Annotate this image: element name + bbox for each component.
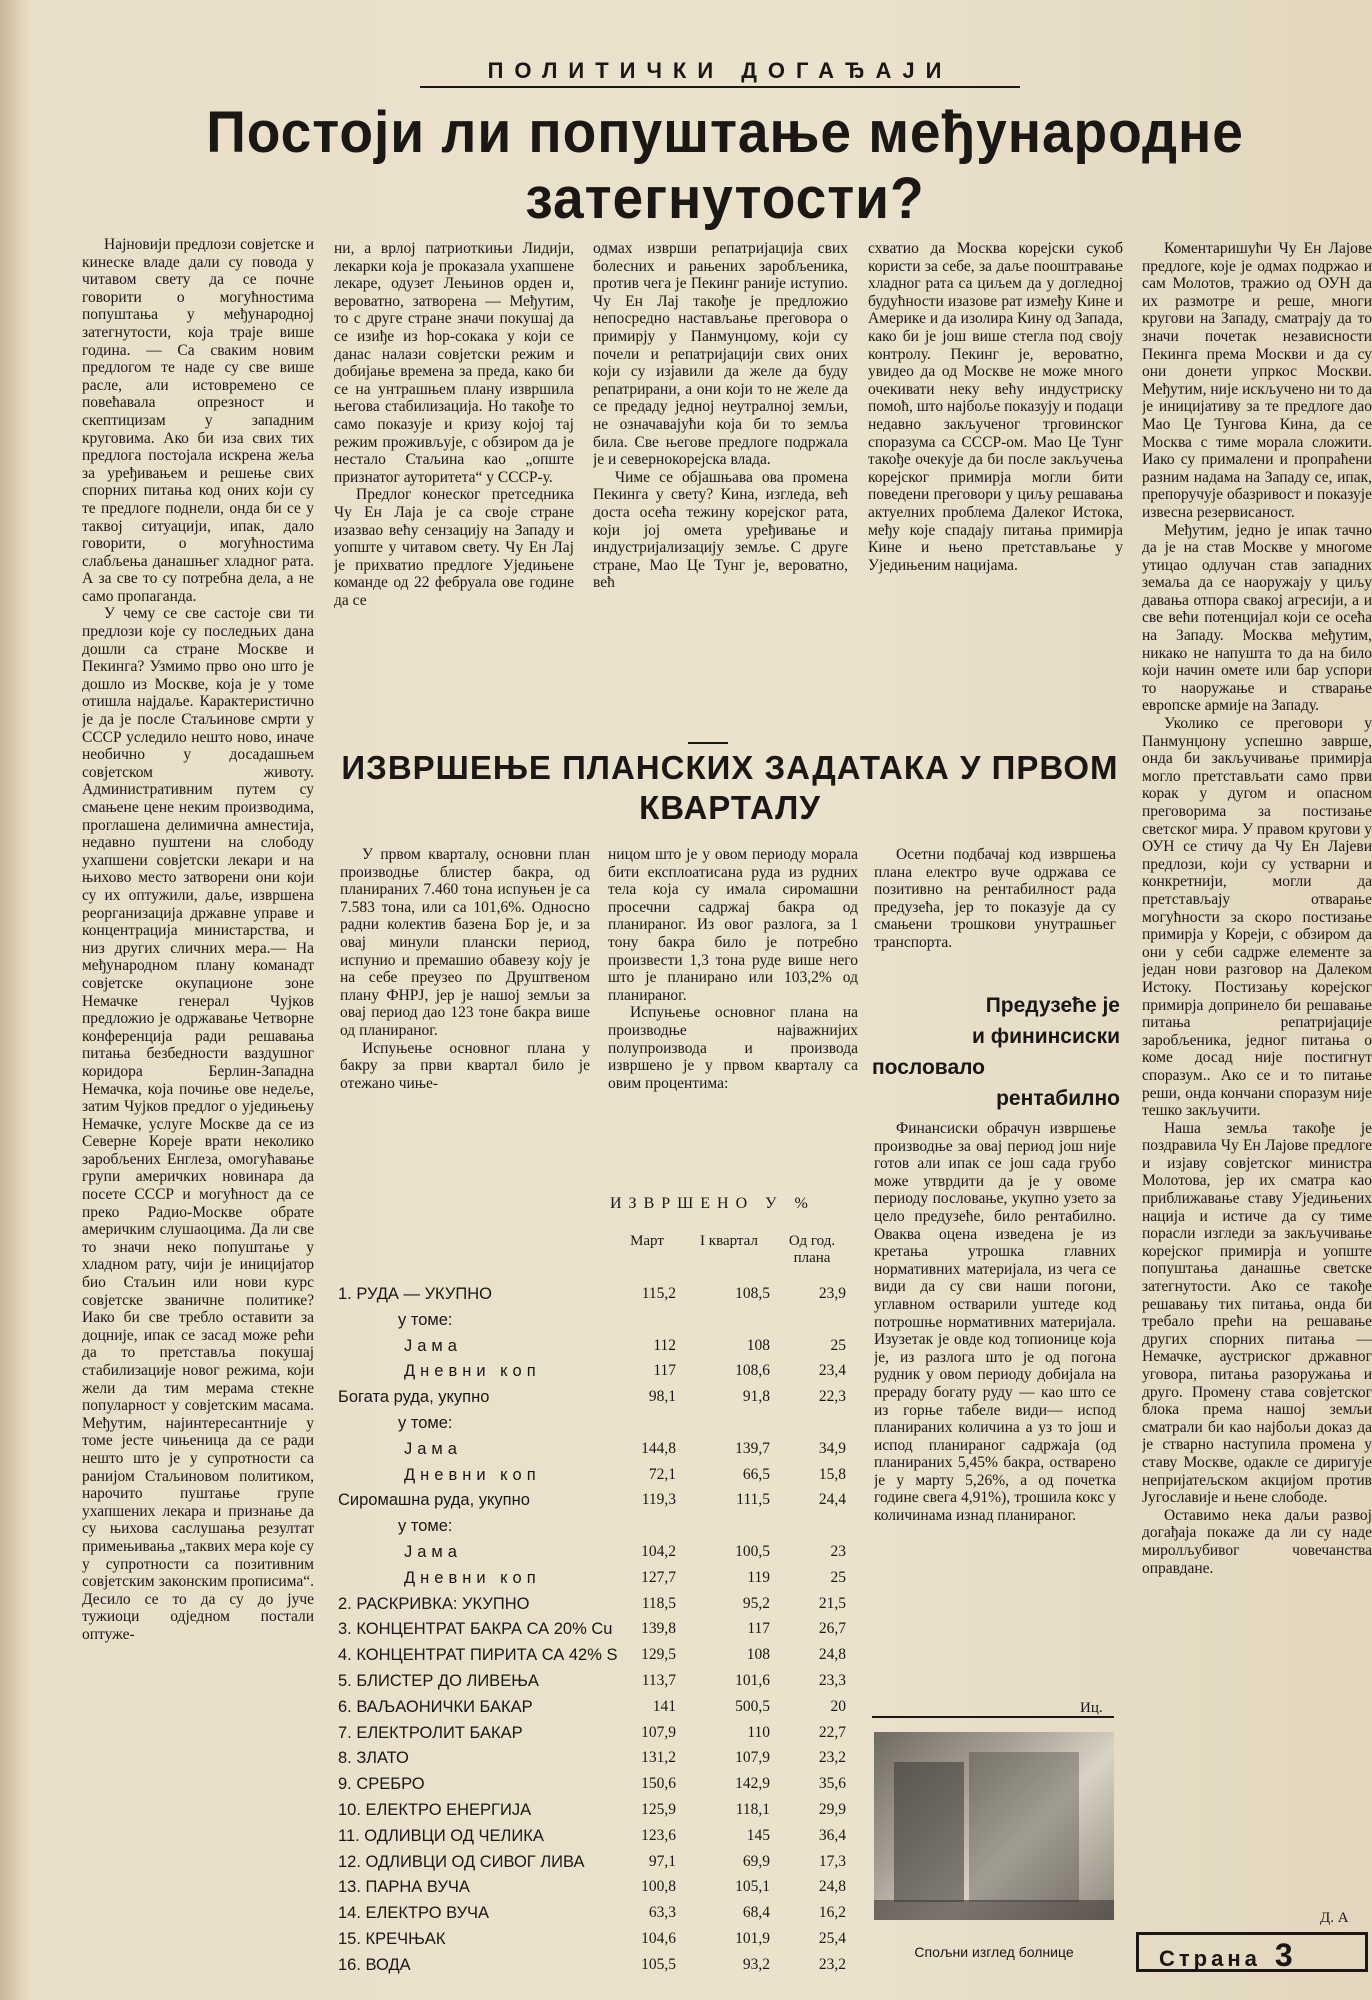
table-cell: 72,1 — [648, 1465, 676, 1483]
table-row-label: Јама — [404, 1543, 462, 1561]
table-cell: 150,6 — [641, 1775, 676, 1793]
table-cell: 500,5 — [735, 1697, 770, 1715]
table-cell: 25 — [830, 1336, 846, 1354]
article-column-4 — [868, 240, 1123, 732]
table-row — [338, 1543, 848, 1567]
table-cell: 21,5 — [818, 1594, 846, 1612]
table-cell: 23,3 — [818, 1672, 846, 1689]
table-column-header: Од год. плана — [788, 1233, 836, 1266]
table-cell: 22,3 — [818, 1388, 846, 1406]
paragraph: Финансиски обрачун извршење производње за овај период још није готов али ипак се још сада грубо може утврдити да је у овоме периоду пословање, укупно узето за цело предузеће, било рентабилно. Оваква оцена изведена је из кретања утрошка главних нормативних материјала, из чега се види да су сви наши погони, углавном остварили уштеде код потрошње нормативних материјала. Изузетак је овде код топионице која је, из разлога што је од погона рудник у овом периоду добијала на прераду богату руду — као што се из горње табеле види— испод планираних количина а уз то још и испод планираног садржаја (од планираних 5,45% бакра, остварено је у марту 5,26%, а од почетка године свега 4,91%), трошила кокс у количинама изнад планираног. — [874, 1120, 1116, 1525]
table-row-label: 5. БЛИСТЕР ДО ЛИВЕЊА — [338, 1672, 539, 1690]
article-column-8 — [874, 846, 1116, 976]
paragraph: одмах изврши репатријација свих болесних и рањених заробљеника, против чега је Пекинг раније иступио. Чу Ен Лај такође је предложио непосредно настављање преговора о примирју у Панмунџому, који су почели и репатријацији свих оних који су изјавили да желе да буду репатрирани, а они који то не желе да се предаду једној неутралној земљи, не означавајући која би то земља била. Све његове предлоге подржала је и севернокорејска влада. — [593, 240, 848, 469]
table-cell: 68,4 — [742, 1904, 770, 1922]
table-cell: 118,5 — [641, 1594, 676, 1612]
table-cell: 118,1 — [735, 1801, 770, 1818]
article-column-2 — [334, 240, 574, 730]
table-column-header: I квартал — [700, 1233, 758, 1249]
sub-headline-line: пословало — [872, 1056, 986, 1079]
table-row — [338, 1698, 848, 1722]
table-row-label: 12. ОДЛИВЦИ ОД СИВОГ ЛИВА — [338, 1852, 585, 1871]
table-row-label: Дневни коп — [404, 1362, 541, 1381]
table-row — [338, 1337, 848, 1361]
table-cell: 16,2 — [818, 1904, 846, 1922]
table-row — [338, 1466, 848, 1490]
table-cell: 93,2 — [742, 1955, 770, 1973]
table-cell: 69,9 — [742, 1852, 770, 1870]
paragraph: ницом што је у овом периоду морала бити експлоатисана руда из рудних тела која су имала сиромашни просечни садржај бакра од планираног. Из овог разлога, за 1 тону бакра било је потребно произвести 1,3 тона руде више него што је планирано или 103,2% од планираног. — [608, 846, 858, 1004]
table-cell: 35,6 — [818, 1775, 846, 1793]
table-row — [338, 1440, 848, 1464]
table-cell: 123,6 — [641, 1826, 676, 1844]
sub-headline-line: Предузеће је — [985, 994, 1120, 1017]
table-title: ИЗВРШЕНО У % — [610, 1195, 815, 1212]
table-cell: 101,9 — [735, 1930, 770, 1947]
table-row — [338, 1775, 848, 1799]
table-cell: 117 — [653, 1362, 676, 1380]
table-row-label: 14. ЕЛЕКТРО ВУЧА — [338, 1904, 490, 1923]
paragraph: Испуњење основног плана у бакру за први квартал било је отежано чиње- — [340, 1039, 590, 1092]
table-row — [338, 1956, 848, 1980]
table-row — [338, 1904, 848, 1928]
author-signature: Д. А — [1320, 1910, 1349, 1926]
table-row-label: 3. КОНЦЕНТРАТ БАКРА СА 20% Cu — [338, 1620, 613, 1639]
section-header: ПОЛИТИЧКИ ДОГАЂАЈИ — [420, 58, 1020, 88]
table-cell: 100,5 — [735, 1543, 770, 1560]
table-cell: 104,6 — [641, 1930, 676, 1947]
table-cell: 111,5 — [736, 1491, 770, 1509]
table-cell: 25 — [830, 1568, 846, 1586]
table-row-label: Дневни коп — [404, 1465, 541, 1484]
table-row — [338, 1517, 848, 1541]
table-row — [338, 1853, 848, 1877]
table-row-label: 7. ЕЛЕКТРОЛИТ БАКАР — [338, 1723, 523, 1742]
sub-headline: ИЗВРШЕЊЕ ПЛАНСКИХ ЗАДАТАКА У ПРВОМ КВАРТАЛУ — [341, 749, 1119, 826]
table-row — [338, 1672, 848, 1696]
paragraph: У чему се све састоје сви ти предлози које су последњих дана дошли са стране Москве и Пекинга? Узмимо прво оно што је дошло из Москве, која је у томе отишла најдаље. Карактеристично је да је после Стаљинове смрти у СССР уследило нешто ново, иначе необично у досадашњем совјетском животу. Административним путем су смањене цене неким производима, проглашена делимична амнестија, недавно пуштени на слободу ухапшени совјетски лекари и на њихово место затворени они који су их оптужили, даље, извршена реорганизација државне управе и концентрација министарства, и низ других сличних мера.— На међународном плану команадт совјетске окупационе зоне Немачке генерал Чујков предложио је одржавање Четворне конференција ради решавања питања безбедности ваздушног коридора Берлин-Западна Немачка, која почиње ове недеље, затим Чујков предлог о уједињењу Немачке, услуге Москве да се из Северне Кореје врати неколико заробљених Енглеза, омогућавање групи америчких новинара да посете СССР и могућност да се преко Радио-Москве обрате америчким слушаоцима. Да ли све то значи неко попуштање у хладном рату, чији је иницијатор био Стаљин или нови курс совјетске званичне политике? Иако би све требло оставити за доцније, ипак се засад може рећи да то претставља покушај стабилизације новог режима, који жели да тим мерама стекне популарност у совјетским масама. Међутим, најинтересантније у томе јесте чињеница да се ради нешто што је у супротности са ранијом Стаљиновом политиком, нарочито пуштање групе ухапшених лекара и признање да су њихова саслушања резултат примењивања „таквих мера које су у супротности са позитивним совјетским законским прописима“. Десило се то да су до јуче тужиоци одједном постали оптуже- — [82, 605, 314, 1643]
table-cell: 139,8 — [641, 1620, 676, 1638]
table-row-label: у томе: — [398, 1517, 453, 1536]
hospital-photo — [874, 1732, 1114, 1920]
table-cell: 141 — [652, 1697, 676, 1715]
table-row — [338, 1930, 848, 1954]
table-cell: 23,2 — [818, 1749, 846, 1767]
table-row — [338, 1801, 848, 1825]
article-column-3 — [593, 240, 848, 732]
table-cell: 131,2 — [641, 1749, 676, 1767]
table-cell: 15,8 — [818, 1465, 846, 1483]
table-cell: 105,1 — [735, 1878, 770, 1896]
table-row — [338, 1595, 848, 1619]
table-row — [338, 1388, 848, 1412]
table-column-header: Март — [630, 1233, 664, 1249]
table-row — [338, 1414, 848, 1438]
article-column-9 — [874, 1120, 1116, 1700]
table-cell: 24,8 — [818, 1878, 846, 1896]
table-cell: 34,9 — [818, 1439, 846, 1457]
table-cell: 113,7 — [641, 1672, 676, 1689]
table-row-label: 2. РАСКРИВКА: УКУПНО — [338, 1594, 530, 1613]
table-row-label: у томе: — [398, 1414, 453, 1432]
table-cell: 23 — [830, 1543, 846, 1560]
paragraph: Чиме се објашњава ова промена Пекинга у свету? Кина, изгледа, већ доста осећа тежину корејског рата, који јој омета уређивање и индустријализацију земље. С друге стране, Мао Це Тунг је, вероватно, већ — [593, 468, 848, 592]
article-column-5 — [1142, 240, 1372, 1960]
table-row-label: Богата руда, укупно — [338, 1388, 490, 1407]
table-cell: 125,9 — [641, 1801, 676, 1818]
table-cell: 29,9 — [818, 1801, 846, 1818]
table-cell: 97,1 — [648, 1852, 676, 1870]
table-cell: 108 — [746, 1336, 770, 1354]
table-cell: 91,8 — [742, 1388, 770, 1406]
table-row-label: у томе: — [398, 1310, 453, 1329]
table-cell: 115,2 — [641, 1285, 676, 1302]
table-row-label: 13. ПАРНА ВУЧА — [338, 1878, 470, 1897]
table-row-label: 6. ВАЉАОНИЧКИ БАКАР — [338, 1697, 533, 1716]
table-row — [338, 1620, 848, 1644]
table-row-label: Јама — [404, 1336, 462, 1355]
divider — [872, 1716, 1114, 1718]
table-cell: 26,7 — [818, 1620, 846, 1638]
table-cell: 108,6 — [735, 1362, 770, 1380]
paragraph: Уколико се преговори у Панмунџону успешно заврше, онда би закључивање примирја могло претстављати само први корак у дугом и опасном преговорима за постизање светског мира. У правом кругови у ОУН се стичу да Чу Ен Лајеви предлози, који су устварни и конкретнији, могли да претстављају отварање могућности за скоро постизање примирја у Кореји, с обзиром да они у себи садрже елементе за један нови разговор на Далеком Истоку. Постизању корејског примирја допринело би решавање питања репатријације заробљеника, једног питања о коме досад није постигнут споразум.. Ако се и то питање реши, онда кончани споразум није тешко закључити. — [1142, 715, 1372, 1120]
paragraph: Осетни подбачај код извршења плана електро вуче одржава се позитивно на рентабилност рада предузећа, јер то показује да су смањени трошкови унутрашњег транспорта. — [874, 846, 1116, 951]
page-number-box — [1136, 1932, 1368, 1972]
paragraph: Оставимо нека даљи развој догађаја покаже да ли су наде миролљубивог човечанства оправдане. — [1142, 1506, 1372, 1577]
table-cell: 36,4 — [818, 1826, 846, 1844]
paragraph: Коментаришући Чу Ен Лајове предлоге, које је одмах подржао и сам Молотов, тражио од ОУН да их размотре и реше, многи кругови на Западу, сматрају да то значи почетак независности Пекинга према Москви и да су они донети упркос Москви. Међутим, није искључено ни то да је иницијативу за те предлоге дао Мао Це Тунгова Кина, да се Москва с тиме морала сложити. Иако су прималени и пропраћени разним надама на Западу се, ипак, препоручује обазривост и показује извесна резервисаност. — [1142, 240, 1372, 521]
table-cell: 107,9 — [735, 1749, 770, 1767]
table-row-label: Сиромашна руда, укупно — [338, 1491, 530, 1510]
table-cell: 23,4 — [818, 1362, 846, 1380]
table-row — [338, 1311, 848, 1335]
table-row-label: 8. ЗЛАТО — [338, 1749, 409, 1768]
sub-headline-line: рентабилно — [996, 1087, 1120, 1110]
table-row — [338, 1491, 848, 1515]
table-cell: 127,7 — [641, 1568, 676, 1586]
article-column-6 — [340, 846, 590, 1176]
table-row — [338, 1878, 848, 1902]
table-row — [338, 1827, 848, 1851]
divider — [688, 742, 728, 744]
table-row-label: 10. ЕЛЕКТРО ЕНЕРГИЈА — [338, 1801, 532, 1819]
table-row-label: 15. КРЕЧЊАК — [338, 1930, 446, 1948]
article-column-1 — [82, 236, 314, 1991]
author-signature: Иц. — [1080, 1700, 1103, 1716]
table-cell: 98,1 — [648, 1388, 676, 1406]
table-cell: 105,5 — [641, 1955, 676, 1973]
table-row-label: 4. КОНЦЕНТРАТ ПИРИТА СА 42% S — [338, 1646, 618, 1665]
table-cell: 101,6 — [735, 1672, 770, 1689]
table-cell: 110 — [747, 1723, 770, 1741]
table-row-label: 11. ОДЛИВЦИ ОД ЧЕЛИКА — [338, 1826, 544, 1845]
paragraph: Испуњење основног плана на производње најважнијих полупроизвода и производа извршено је у првом кварталу са овим процентима: — [608, 1004, 858, 1092]
sub-headline-2 — [872, 990, 1120, 1114]
paragraph: Међутим, једно је ипак тачно да је на став Москве у многоме утицао одлучан став западних земаља да се наоружају у циљу давања отпора свакој агресији, а и све већи потенцијал који се осећа на Западу. Москва међутим, никако не напушта то да на било који начин омете или бар успори то наоружање и стварање европске армије на Западу. — [1142, 521, 1372, 715]
table-cell: 104,2 — [641, 1543, 676, 1560]
table-row-label: Јама — [404, 1439, 462, 1458]
table-cell: 107,9 — [641, 1723, 676, 1741]
table-cell: 144,8 — [641, 1439, 676, 1457]
paragraph: Наша земља такође је поздравила Чу Ен Лајове предлоге и изјаву совјетског министра Молотова, јер их сматра као приближавање ставу Уједињених нација и истиче да су тиме порасли изгледи за закључивање корејског примирја и уопште попуштања данашње светске затегнутости. Ако се такође решавању тих питања, онда би требало прећи на решавање других спорних питања — Немачке, аустриског државног уговора, питања разоружања и друго. Промену става совјетског блока према нашој земљи сматрали би као најбољи доказ да је стварно наступила промена у ставу Москве, одакле се диригује непријатељском акцијом против Југославије и њене слободе. — [1142, 1119, 1372, 1507]
table-cell: 63,3 — [648, 1904, 676, 1922]
table-cell: 20 — [830, 1697, 846, 1715]
table-cell: 119 — [747, 1568, 770, 1586]
table-row — [338, 1569, 848, 1593]
table-row-label: 16. ВОДА — [338, 1955, 411, 1974]
article-column-7 — [608, 846, 858, 1176]
table-cell: 145 — [746, 1826, 770, 1844]
table-cell: 112 — [653, 1336, 676, 1354]
table-cell: 25,4 — [818, 1930, 846, 1947]
photo-caption: Спољни изглед болнице — [914, 1944, 1074, 1960]
table-row — [338, 1362, 848, 1386]
table-cell: 108 — [746, 1646, 770, 1664]
table-row — [338, 1285, 848, 1309]
table-cell: 119,3 — [641, 1491, 676, 1509]
table-cell: 24,4 — [818, 1491, 846, 1509]
paragraph: Најновији предлози совјетске и кинеске владе дали су повода у читавом свету да се почне говорити о могућностима попуштања у међународној затегнутости, која траје више година. — Са сваким новим предлогом те наде су све више расле, али истовремено се повећавала опрезност и скептицизам у западним круговима. Ако би иза свих тих предлога постојала искрена жеља за уређивањем и решење свих спорних питања код оних који су те предлоге поднели, онда би се у таквој ситуацији, ипак, дало говорити, о могућностима слабљења данашњег хладног рата. А за све то су потребна дела, а не само пропаганда. — [82, 236, 314, 605]
table-cell: 129,5 — [641, 1646, 676, 1664]
table-cell: 23,9 — [818, 1285, 846, 1302]
table-row — [338, 1724, 848, 1748]
paragraph: Предлог конеског претседника Чу Ен Лаја је са своје стране изазвао већу сензацију на Западу и уопште у читавом свету. Чу Ен Лај је прихватио предлоге Уједињене команде од 22 фебруала ове године да се — [334, 486, 574, 609]
table-cell: 95,2 — [742, 1594, 770, 1612]
table-row-label: 9. СРЕБРО — [338, 1775, 425, 1794]
main-headline: Постоји ли попуштање међународне затегнутости? — [206, 100, 1244, 231]
table-row-label: Дневни коп — [404, 1568, 541, 1587]
table-cell: 142,9 — [735, 1775, 770, 1793]
table-cell: 139,7 — [735, 1439, 770, 1457]
paragraph: У првом кварталу, основни план производње блистер бакра, од планираних 7.460 тона испуњен је са 7.583 тона, или са 101,6%. Односно радни колектив базена Бор је, и за овај минули плански период, испунио и премашио обавезу коју је на себе преузео по Друштвеном плану ФНРЈ, јер је нашој земљи за овај период дао 123 тоне бакра више од планираног. — [340, 846, 590, 1039]
page-number: 3 — [1274, 1937, 1297, 1973]
table-cell: 108,5 — [735, 1285, 770, 1302]
table-cell: 117 — [747, 1620, 770, 1638]
page-label: Страна — [1159, 1946, 1261, 1971]
table-cell: 23,2 — [818, 1955, 846, 1973]
table-cell: 17,3 — [818, 1852, 846, 1870]
table-cell: 22,7 — [818, 1723, 846, 1741]
paragraph: схватио да Москва корејски сукоб користи за себе, за даље пооштравање хладног рата са циљем да у догледној будућности изазове рат између Кине и Америке и да изолира Кину од Запада, како би је још више стегла под своју контролу. Пекинг је, вероватно, увидео да од Москве не може много очекивати неку већу индустриску помоћ, што најбоље показују и подаци недавно закљученог трговинског споразума са СССР-ом. Мао Це Тунг такође очекује да би после закључења корејског примирја могли бити поведени преговори у циљу решавања актуелних проблема Далеког Истока, међу које спадају питања примирја Кине и њено претстављање у Уједињеним нацијама. — [868, 240, 1123, 574]
table-cell: 24,8 — [818, 1646, 846, 1664]
sub-headline-line: и фининсиски — [972, 1025, 1120, 1048]
table-row — [338, 1749, 848, 1773]
table-cell: 100,8 — [641, 1878, 676, 1896]
table-cell: 66,5 — [742, 1465, 770, 1483]
paragraph: ни, а врлој патриоткињи Лидији, лекарки која је проказала ухапшене лекаре, одузет Лењинов орден и, вероватно, затворена — Међутим, то с друге стране значи покушај да се изиђе из ћор-сокака у који се данас налази совјетски режим и добијање времена за преда, како би се на унтрашњем плану извршила његова стабилизација. Но такође то само показује и кризу којој тај режим проживљује, с обзиром да је нестало Стаљина као „опште признатог ауторитета“ у СССР-у. — [334, 240, 574, 486]
table-row-label: 1. РУДА — УКУПНО — [338, 1285, 492, 1303]
table-row — [338, 1646, 848, 1670]
